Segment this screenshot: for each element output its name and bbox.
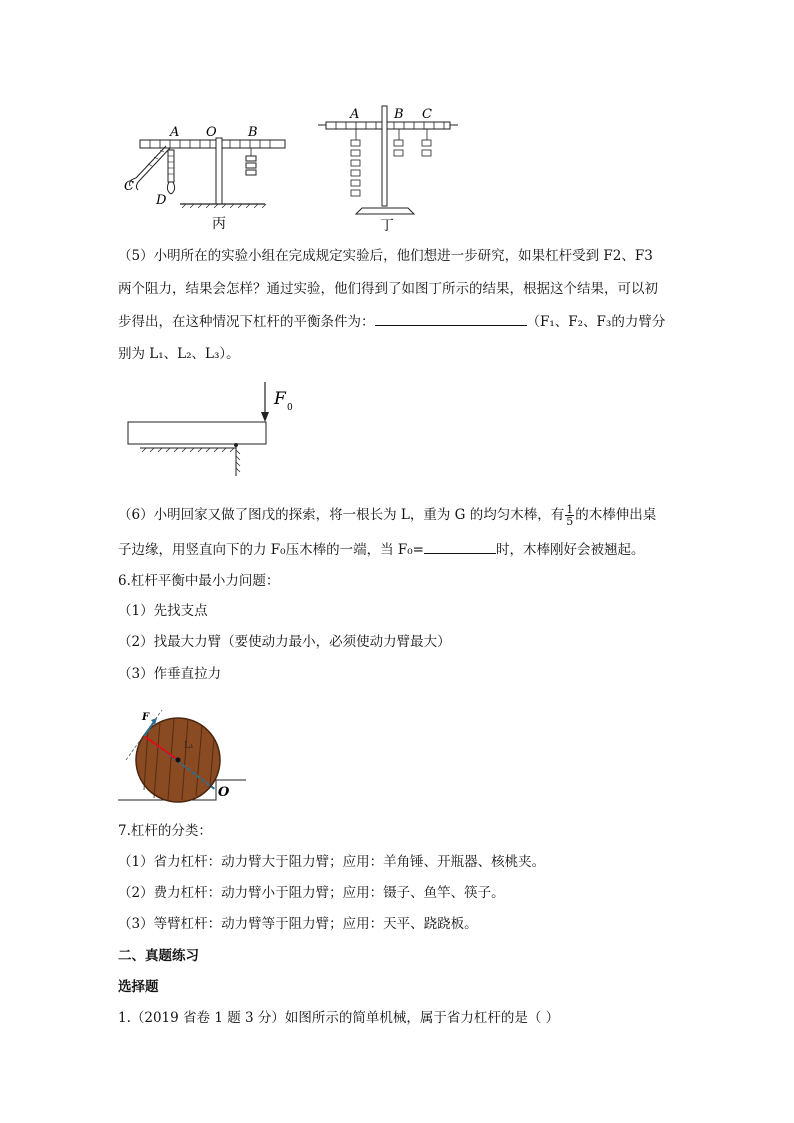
- caption-bing: 丙: [212, 216, 226, 232]
- q6-line2: [118, 539, 644, 560]
- label-D: D: [156, 193, 167, 208]
- caption-ding: 丁: [380, 218, 394, 234]
- force-label: F: [274, 389, 286, 409]
- label-O: O: [206, 125, 217, 140]
- label-L1: L₁: [184, 741, 194, 751]
- figure-wu: [124, 378, 304, 478]
- q5-line2: 两个阻力，结果会怎样？通过实验，他们得到了如图丁所示的结果，根据这个结果，可以初: [118, 281, 658, 297]
- label-B: B: [394, 107, 404, 122]
- q6-line1-post: 的木棒伸出桌: [575, 507, 657, 523]
- question-1: 1.（2019 省卷 1 题 3 分）如图所示的简单机械，属于省力杠杆的是（ ）: [118, 1010, 560, 1026]
- figure-wheel: [118, 700, 248, 805]
- label-C: C: [124, 179, 134, 194]
- figure-ding: [318, 100, 458, 235]
- fraction-denominator: 5: [566, 515, 574, 528]
- force-sub: 0: [287, 403, 293, 413]
- label-O: O: [218, 785, 230, 800]
- lever-bar: [140, 140, 285, 148]
- section7-item: （2）费力杠杆：动力臂小于阻力臂；应用：镊子、鱼竿、筷子。: [118, 885, 505, 901]
- q6-line2-pre: 子边缘，用竖直向下的力 F₀压木棒的一端，当 F₀=: [118, 542, 424, 558]
- section6-title: 6.杠杆平衡中最小力问题：: [118, 573, 280, 589]
- figure-bing: [120, 104, 290, 234]
- q5-line1: （5）小明所在的实验小组在完成规定实验后，他们想进一步研究，如果杠杆受到 F2、F3: [118, 248, 653, 264]
- q5-line3-pre: 步得出，在这种情况下杠杆的平衡条件为：: [118, 314, 375, 330]
- answer-blank[interactable]: [375, 311, 527, 326]
- fraction-numerator: 1: [566, 503, 574, 516]
- label-F: F: [142, 712, 150, 723]
- q6-line1-pre: （6）小明回家又做了图戊的探索，将一根长为 L，重为 G 的均匀木棒，有: [118, 507, 565, 523]
- section6-item: （1）先找支点: [118, 603, 208, 619]
- part2-title: 二、真题练习: [118, 948, 199, 964]
- part2-subtitle: 选择题: [118, 979, 159, 995]
- label-C: C: [422, 107, 432, 122]
- section7-item: （1）省力杠杆：动力臂大于阻力臂；应用：羊角锤、开瓶器、核桃夹。: [118, 854, 546, 870]
- label-B: B: [248, 125, 258, 140]
- label-A: A: [350, 107, 360, 122]
- stand-post: [216, 138, 222, 204]
- section6-item: （2）找最大力臂（要使动力最小，必须使动力臂最大）: [118, 634, 451, 650]
- label-A: A: [170, 125, 180, 140]
- wooden-stick: [128, 422, 266, 444]
- section7-title: 7.杠杆的分类：: [118, 823, 212, 839]
- q6-line2-post: 时，木棒刚好会被翘起。: [495, 542, 645, 558]
- answer-blank[interactable]: [424, 539, 496, 554]
- q5-line3-post: （F₁、F₂、F₃的力臂分: [526, 314, 666, 330]
- q5-line3: [118, 311, 665, 332]
- section7-item: （3）等臂杠杆：动力臂等于阻力臂；应用：天平、跷跷板。: [118, 916, 478, 932]
- fraction: [565, 504, 574, 527]
- q5-line4: 别为 L₁、L₂、L₃）。: [118, 346, 240, 362]
- q6-line1: [118, 504, 656, 527]
- section6-item: （3）作垂直拉力: [118, 666, 222, 682]
